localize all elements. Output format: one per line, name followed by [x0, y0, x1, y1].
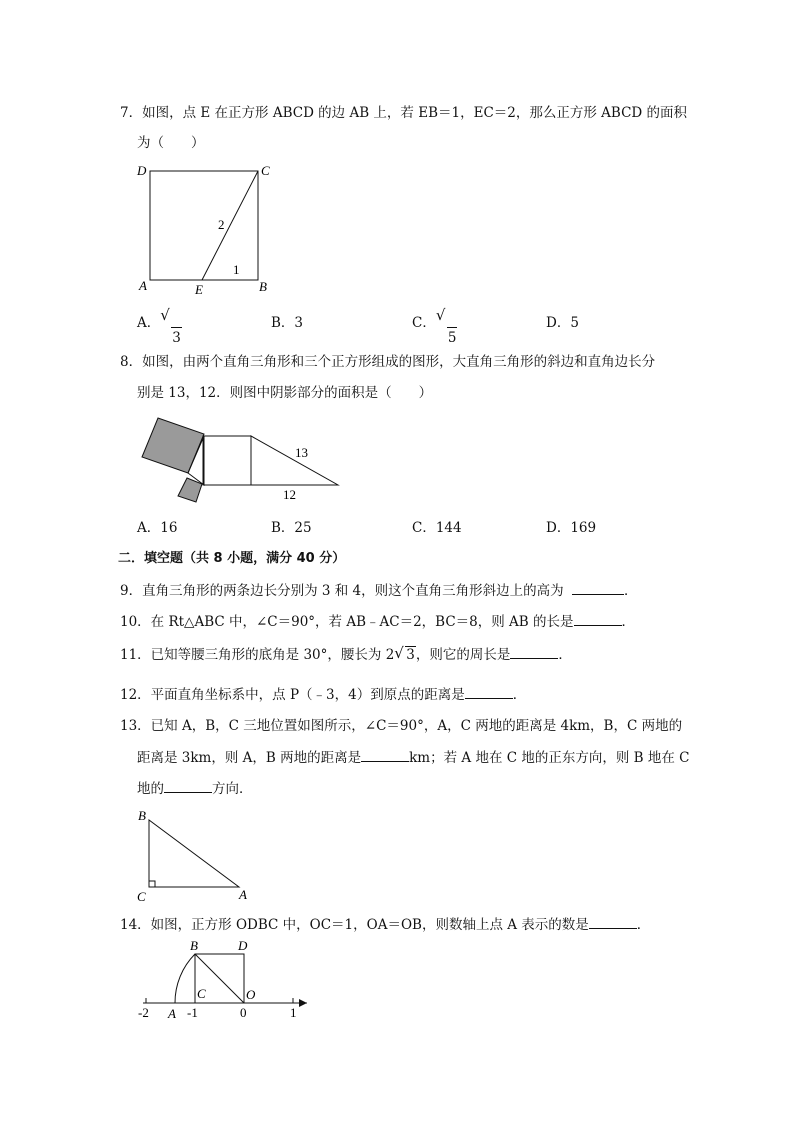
q14-axis-arrow	[299, 999, 307, 1007]
q7-line1: 7．如图，点 E 在正方形 ABCD 的边 AB 上，若 EB＝1，EC＝2，那么正方形 ABCD 的面积	[120, 105, 688, 121]
q7-label-b: B	[259, 279, 267, 294]
q10: 10．在 Rt△ABC 中，∠C＝90°，若 AB﹣AC＝2，BC＝8，则 AB 的长是 ．	[120, 611, 635, 632]
q9-text: 9．直角三角形的两条边长分别为 3 和 4，则这个直角三角形斜边上的高为	[120, 583, 564, 599]
q13-figure	[135, 808, 260, 903]
q12: 12．平面直角坐标系中，点 P（﹣3，4）到原点的距离是 ．	[120, 684, 526, 705]
q12-answer-blank[interactable]	[465, 684, 513, 699]
q8-big-triangle	[251, 436, 338, 485]
q7-label-ec: 2	[218, 217, 225, 232]
q14-label-a: A	[168, 1006, 176, 1021]
q7-label-d: D	[137, 163, 147, 178]
q10-answer-blank[interactable]	[574, 611, 622, 626]
q12-text: 12．平面直角坐标系中，点 P（﹣3，4）到原点的距离是	[120, 687, 465, 703]
q8-line2: 别是 13，12．则图中阴影部分的面积是（ ）	[137, 385, 433, 401]
q14-tick-label-0: 0	[240, 1005, 247, 1020]
q7-figure	[133, 162, 283, 297]
q9-answer-blank[interactable]	[572, 580, 624, 595]
q8-shaded-square-small	[178, 478, 202, 502]
q8-middle-square	[203, 436, 251, 485]
q13-label-c: C	[137, 889, 146, 904]
q14-tick-label-1: 1	[290, 1005, 297, 1020]
q13-line2: 距离是 3km，则 A，B 两地的距离是 km；若 A 地在 C 地的正东方向，则 B 地在 C	[137, 747, 689, 768]
q8-shaded-square-large	[142, 418, 204, 473]
q7-option-a[interactable]: A． √ 3	[137, 306, 181, 346]
q13-line3: 地的 方向．	[137, 778, 253, 799]
q8-option-d[interactable]: D．169	[546, 520, 597, 536]
q13-triangle	[149, 820, 239, 887]
q8-option-c[interactable]: C．144	[412, 520, 462, 536]
q8-figure	[138, 414, 348, 509]
q8-label-hyp: 13	[295, 445, 308, 460]
q7-label-e: E	[195, 282, 203, 297]
q13-label-b: B	[138, 808, 146, 823]
q11: 11．已知等腰三角形的底角是 30°，腰长为 2 √ 3，则它的周长是 ．	[120, 644, 572, 663]
q11-answer-blank[interactable]	[510, 644, 558, 659]
q14-text: 14．如图，正方形 ODBC 中，OC＝1，OA＝OB，则数轴上点 A 表示的数是	[120, 917, 589, 933]
q7-square	[150, 171, 258, 280]
q14-label-d: D	[238, 938, 248, 953]
q7-option-c[interactable]: C． √ 5	[412, 306, 457, 346]
q11-text-post: ，则它的周长是	[415, 647, 511, 663]
q7-segment-ec	[202, 171, 258, 280]
q11-sqrt: √ 3	[394, 644, 415, 663]
q8-option-a[interactable]: A．16	[137, 520, 178, 536]
q14-answer-blank[interactable]	[589, 914, 637, 929]
q14-arc	[175, 954, 195, 1003]
q7-label-a: A	[139, 278, 147, 293]
q14-label-b: B	[190, 938, 198, 953]
q14-label-c: C	[197, 986, 206, 1001]
q8-line1: 8．如图，由两个直角三角形和三个正方形组成的图形，大直角三角形的斜边和直角边长分	[120, 354, 656, 370]
q13-line1: 13．已知 A，B，C 三地位置如图所示，∠C＝90°，A，C 两地的距离是 4km，B，C 两地的	[120, 718, 683, 734]
q10-text: 10．在 Rt△ABC 中，∠C＝90°，若 AB﹣AC＝2，BC＝8，则 AB 的长是	[120, 614, 574, 630]
q14-figure	[135, 937, 315, 1022]
q14: 14．如图，正方形 ODBC 中，OC＝1，OA＝OB，则数轴上点 A 表示的数是 ．	[120, 914, 650, 935]
q7-label-eb: 1	[233, 262, 240, 277]
q13-answer-blank-2[interactable]	[164, 778, 212, 793]
q7-line2: 为（ ）	[137, 135, 205, 151]
q13-label-a: A	[239, 887, 247, 902]
section-heading: 二．填空题（共 8 小题，满分 40 分）	[118, 551, 346, 566]
q7-options	[0, 306, 794, 346]
q13-right-angle-mark	[149, 881, 155, 887]
q7-label-c: C	[261, 163, 270, 178]
q8-label-leg: 12	[283, 487, 296, 502]
q8-option-b[interactable]: B．25	[271, 520, 312, 536]
q7-option-d[interactable]: D．5	[546, 315, 579, 331]
q14-tick-label-m1: -1	[187, 1005, 198, 1020]
q14-label-o: O	[246, 987, 256, 1002]
q9: 9．直角三角形的两条边长分别为 3 和 4，则这个直角三角形斜边上的高为 ．	[120, 580, 637, 601]
q11-text-pre: 11．已知等腰三角形的底角是 30°，腰长为 2	[120, 647, 395, 663]
q8-options	[0, 518, 794, 540]
q7-option-b[interactable]: B．3	[271, 315, 304, 331]
q13-answer-blank-1[interactable]	[361, 747, 409, 762]
q14-tick-label-m2: -2	[138, 1005, 149, 1020]
